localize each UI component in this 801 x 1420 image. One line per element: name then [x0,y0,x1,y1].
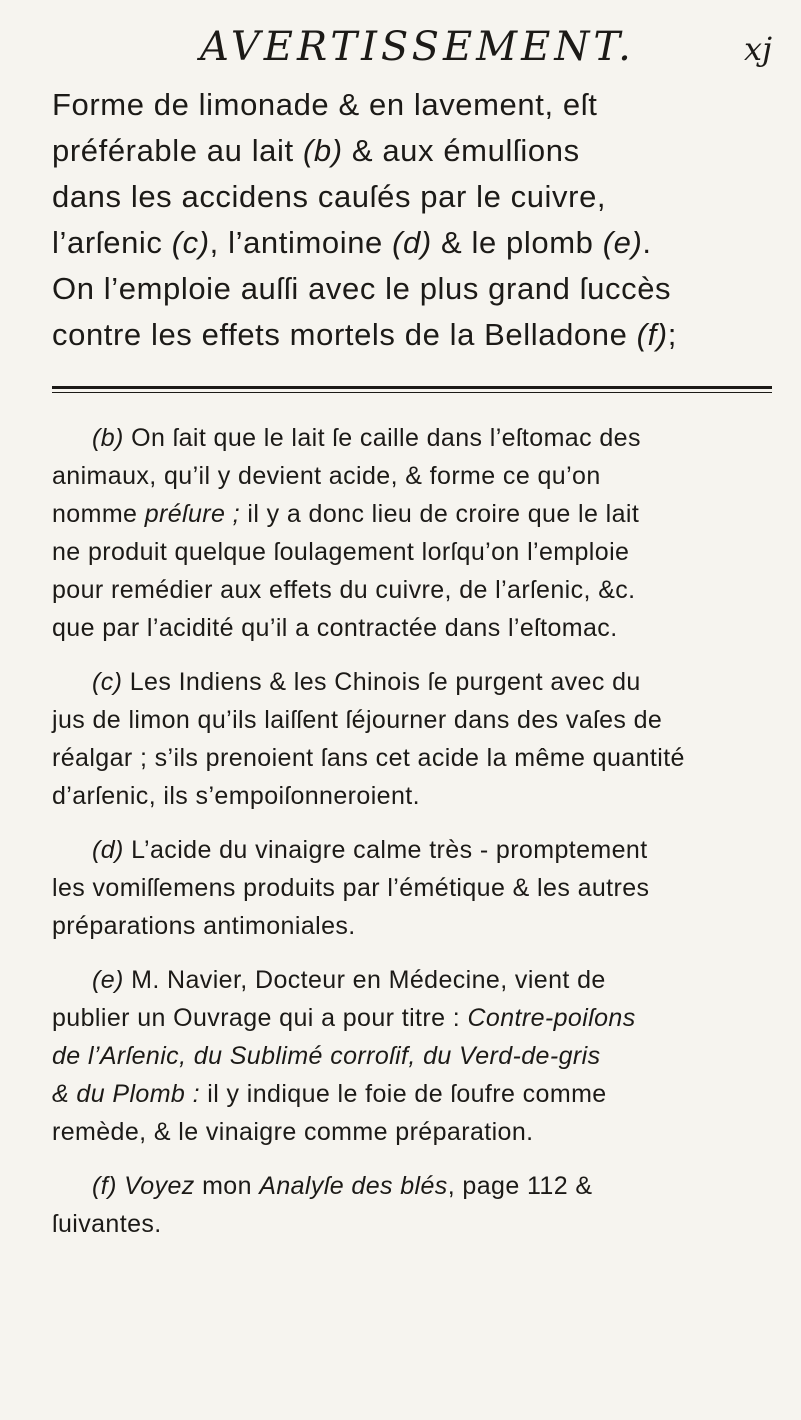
text-run: que par l’acidité qu’il a contractée dans l’eſtomac. [52,614,618,642]
italic-text: préſure ; [144,500,241,528]
text-run: On l’emploie auſſi avec le plus grand ſuccès [52,271,672,306]
text-line [52,777,772,815]
footnote-marker: (d) [92,836,124,864]
text-run: On ſait que le lait ſe caille dans l’eſtomac des [131,424,641,452]
text-line [52,739,772,777]
text-line [52,1167,772,1205]
text-run: il y a donc lieu de croire que le lait [240,500,640,528]
footnote [52,831,772,945]
text-line [52,571,772,609]
text-run: contre les effets mortels de la Belladone [52,317,637,352]
text-line [52,266,772,312]
text-line [52,1037,772,1075]
text-line [52,1113,772,1151]
text-line [52,999,772,1037]
text-run: préparations antimoniales. [52,912,356,940]
text-line [52,312,772,358]
italic-text: Voyez [124,1172,195,1200]
italic-text: Contre-poiſons [467,1004,636,1032]
text-run: dans les accidens cauſés par le cuivre, [52,179,607,214]
text-run: & le plomb [431,225,603,260]
text-run: L’acide du vinaigre calme très - promptement [131,836,648,864]
text-line [52,174,772,220]
text-run: Forme de limonade & en lavement, eſt [52,87,598,122]
text-line [52,1075,772,1113]
footnote [52,663,772,815]
text-run: préférable au lait [52,133,303,168]
running-header [52,18,772,82]
page-number: xj [744,30,772,68]
text-run: ne produit quelque ſoulagement lorſqu’on l’emploie [52,538,630,566]
text-run: animaux, qu’il y devient acide, & forme ce qu’on [52,462,601,490]
footnote-marker: (b) [92,424,124,452]
footnote [52,419,772,647]
italic-text: (e) [602,225,643,260]
italic-text: (f) [636,317,668,352]
italic-text: Analyſe des blés [259,1172,448,1200]
header-title: AVERTISSEMENT. [200,24,635,70]
footnote [52,961,772,1151]
text-line [52,128,772,174]
italic-text: de l’Arſenic, du Sublimé corroſif, du Verd-de-gris [52,1042,601,1070]
text-run: publier un Ouvrage qui a pour titre : [52,1004,468,1032]
footnote-marker: (f) [92,1172,117,1200]
footnote [52,1167,772,1243]
italic-text: (c) [171,225,210,260]
text-run: jus de limon qu’ils laiſſent ſéjourner dans des vaſes de [52,706,663,734]
text-run: réalgar ; s’ils prenoient ſans cet acide la même quantité [52,744,685,772]
text-run: pour remédier aux effets du cuivre, de l’arſenic, &c. [52,576,636,604]
text-run: , page 112 & [447,1172,593,1200]
text-run: ſuivantes. [52,1210,162,1238]
text-line [52,609,772,647]
text-line [52,419,772,457]
text-line [52,457,772,495]
page [52,18,772,1259]
main-text [52,82,772,358]
text-line [52,533,772,571]
text-line [52,831,772,869]
text-run: . [642,225,652,260]
text-run: , l’antimoine [209,225,393,260]
text-line [52,961,772,999]
text-run: Les Indiens & les Chinois ſe purgent avec du [129,668,641,696]
text-line [52,869,772,907]
text-run: & aux émulſions [342,133,580,168]
text-run: les vomiſſemens produits par l’émétique & les autres [52,874,650,902]
text-run: M. Navier, Docteur en Médecine, vient de [131,966,606,994]
italic-text: (d) [392,225,432,260]
text-line [52,907,772,945]
text-run: nomme [52,500,145,528]
footnote-marker: (c) [92,668,123,696]
text-line [52,701,772,739]
text-run: remède, & le vinaigre comme préparation. [52,1118,534,1146]
text-run: d’arſenic, ils s’empoiſonneroient. [52,782,420,810]
footnote-marker: (e) [92,966,124,994]
text-run: il y indique le foie de ſoufre comme [199,1080,607,1108]
text-line [52,1205,772,1243]
italic-text: (b) [302,133,343,168]
text-line [52,220,772,266]
text-line [52,495,772,533]
text-line [52,82,772,128]
text-run: ; [667,317,677,352]
separator-rule [52,386,772,389]
text-run: l’arſenic [52,225,172,260]
footnotes [52,419,772,1243]
text-run: mon [194,1172,260,1200]
text-line [52,663,772,701]
italic-text: & du Plomb : [52,1080,200,1108]
